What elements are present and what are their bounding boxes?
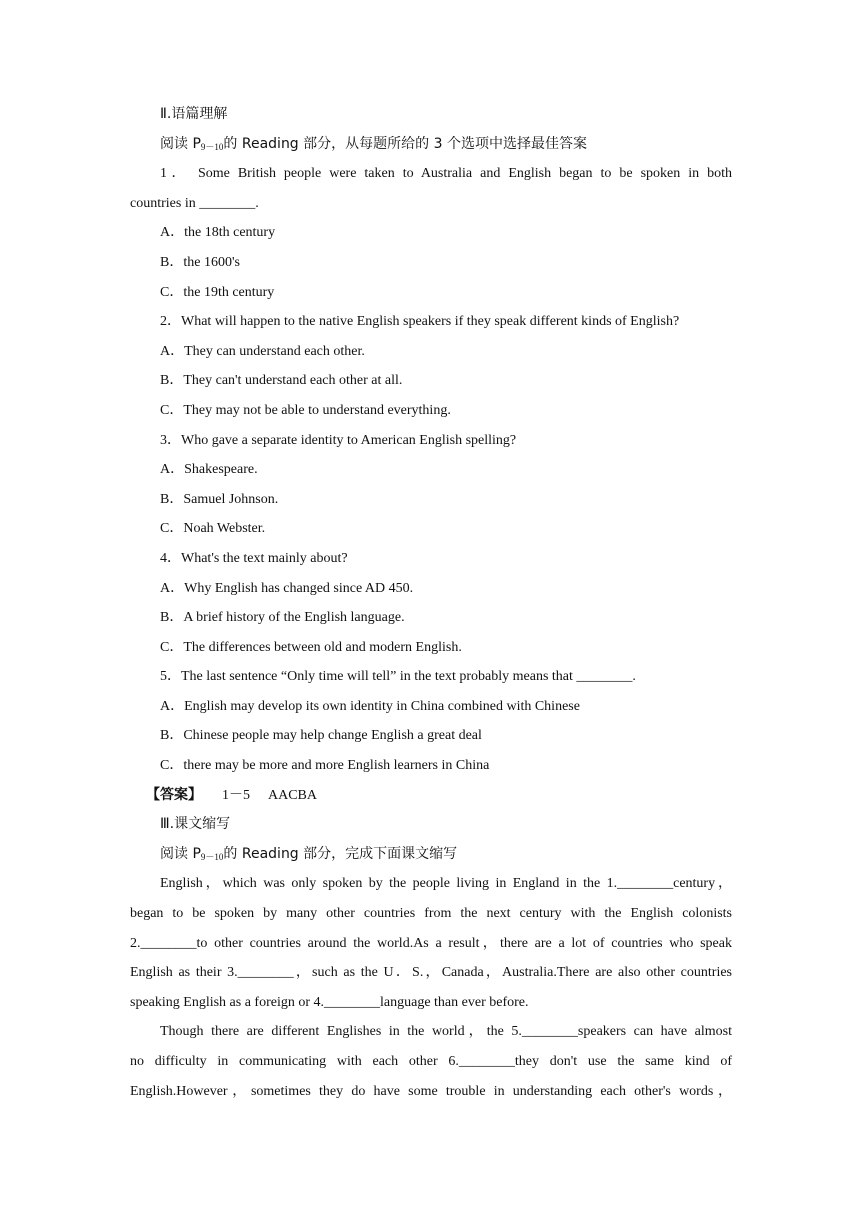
question-1-option-b: B．the 1600's: [160, 254, 240, 270]
question-4-option-a: A．Why English has changed since AD 450.: [160, 580, 414, 596]
section-3-instruction: 阅读 $P_{9-10}$的 Reading 部分，完成下面课文缩写: [160, 845, 458, 862]
answer-line: [130, 781, 732, 811]
question-2-option-c: C．They may not be able to understand everything.: [160, 402, 451, 418]
question-1-stem-line1: 1． Some British people were taken to Australia and English began to be spoken in both: [160, 166, 732, 182]
question-5-option-b: B．Chinese people may help change English a great deal: [160, 728, 482, 744]
question-5-stem: 5．The last sentence “Only time will tell” in the text probably means that ________.: [160, 669, 636, 685]
question-4-option-c: C．The differences between old and modern English.: [160, 639, 462, 655]
question-2-option-b: B．They can't understand each other at all.: [160, 373, 403, 389]
question-1-option-a: A．the 18th century: [160, 225, 276, 241]
summary-p1-line4: English as their 3.________，such as the U．S.，Canada，Australia.There are also other countries: [130, 965, 732, 981]
summary-p2-line2: no difficulty in communicating with each other 6.________they don't use the same kind of: [130, 1054, 732, 1069]
question-4-stem: 4．What's the text mainly about?: [160, 550, 348, 566]
section-3-heading: Ⅲ.课文缩写: [160, 816, 231, 833]
answer-keys: AACBA: [268, 787, 318, 803]
question-2-option-a: A．They can understand each other.: [160, 343, 365, 359]
question-4-option-b: B．A brief history of the English language.: [160, 610, 405, 626]
question-3-option-c: C．Noah Webster.: [160, 521, 266, 537]
question-1-stem-line2: countries in ________.: [130, 195, 259, 211]
summary-p1-line5: speaking English as a foreign or 4.________language than ever before.: [130, 994, 529, 1010]
answer-mark: 【答案】: [146, 786, 202, 803]
summary-p2-line3: English.However，sometimes they do have some trouble in understanding each other's words，: [130, 1083, 732, 1099]
section-2-instruction: 阅读 $P_{9-10}$的 Reading 部分，从每题所给的 3 个选项中选择最佳答案: [160, 135, 587, 152]
question-5-option-c: C．there may be more and more English learners in China: [160, 758, 490, 774]
summary-p1-line2: began to be spoken by many other countries from the next century with the English colonists: [130, 906, 732, 922]
answer-range: 1－5: [222, 787, 250, 803]
question-2-stem: 2．What will happen to the native English speakers if they speak different kinds of English?: [160, 314, 680, 330]
document-page: [130, 100, 732, 1106]
summary-p1-line3: 2.________to other countries around the world.As a result，there are a lot of countries who speak: [130, 935, 732, 951]
question-3-stem: 3．Who gave a separate identity to American English spelling?: [160, 432, 517, 448]
summary-p2-line1: Though there are different Englishes in the world，the 5.________speakers can have almost: [160, 1024, 732, 1040]
question-5-option-a: A．English may develop its own identity in China combined with Chinese: [160, 698, 580, 714]
question-3-option-b: B．Samuel Johnson.: [160, 491, 279, 507]
section-2-heading: Ⅱ.语篇理解: [160, 106, 228, 122]
question-1-option-c: C．the 19th century: [160, 284, 275, 300]
question-3-option-a: A．Shakespeare.: [160, 462, 258, 478]
summary-p1-line1: English，which was only spoken by the people living in England in the 1.________century，: [160, 876, 732, 892]
